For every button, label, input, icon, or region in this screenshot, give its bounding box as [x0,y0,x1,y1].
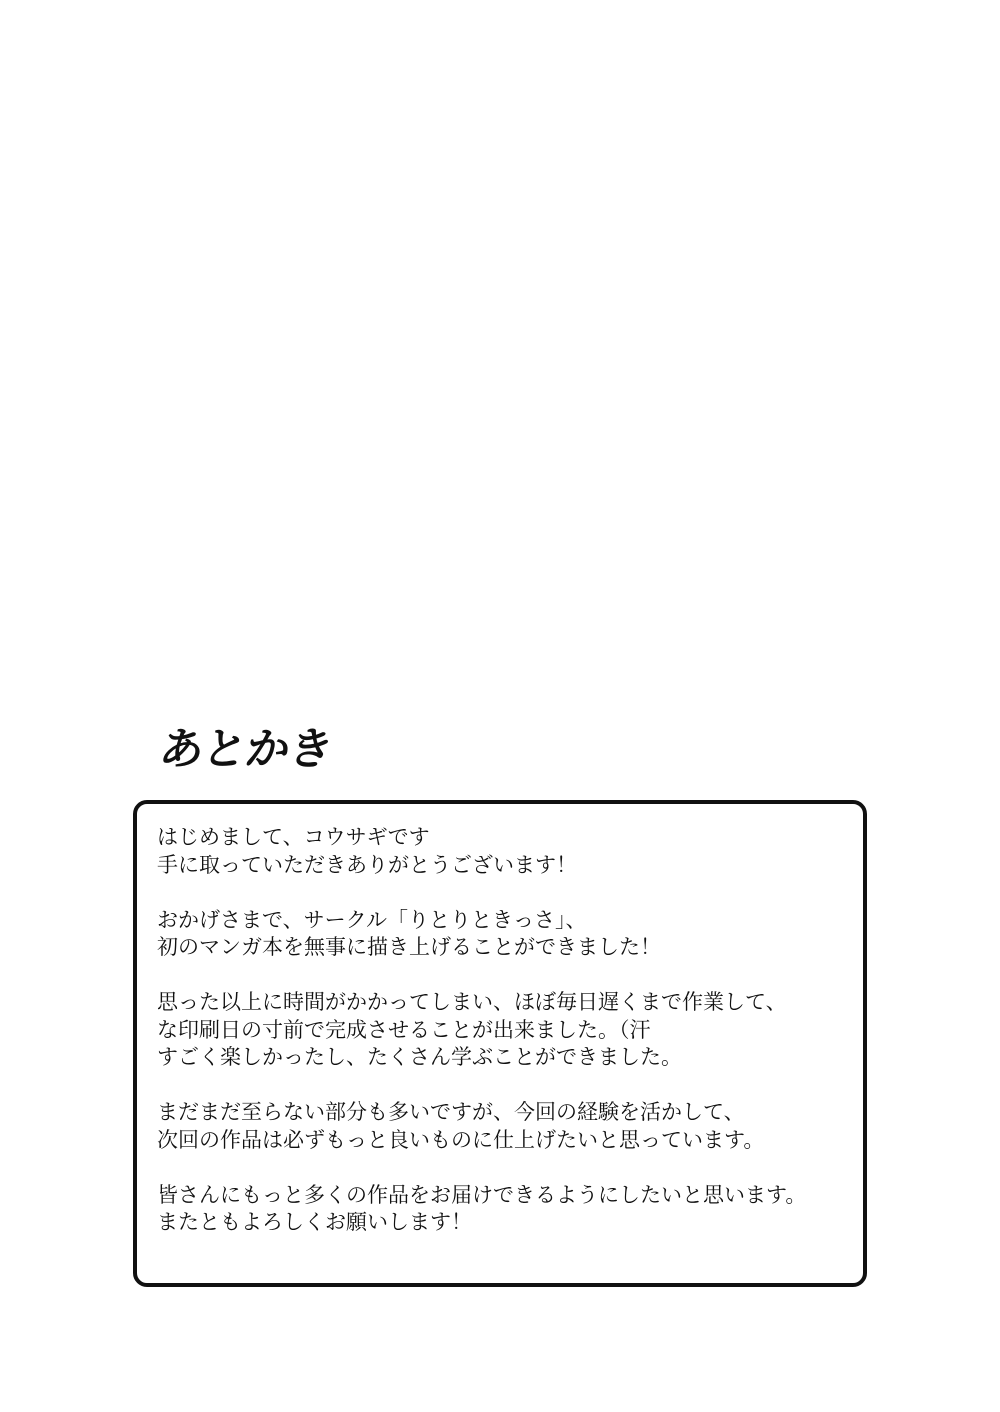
text-line: おかげさまで、サークル「りとりときっさ」、 [157,907,587,932]
text-line: 皆さんにもっと多くの作品をお届けできるようにしたいと思います。 [157,1182,807,1207]
text-line: またともよろしくお願いします！ [157,1210,472,1234]
text-line: はじめまして、コウサギです [157,825,430,849]
paragraph-completion [157,907,857,962]
paragraph-greeting [157,824,857,879]
text-line: な印刷日の寸前で完成させることが出来ました。（汗 [157,1017,651,1042]
paragraph-process [157,989,857,1072]
afterword-box [133,800,867,1287]
text-line: 次回の作品は必ずもっと良いものに仕上げたいと思っています。 [157,1127,765,1152]
text-line: 手に取っていただきありがとうございます！ [157,852,577,877]
afterword-text [157,824,857,1237]
text-line: 初のマンガ本を無事に描き上げることができました！ [157,935,661,959]
paragraph-future [157,1099,857,1154]
text-line: まだまだ至らない部分も多いですが、今回の経験を活かして、 [157,1100,745,1124]
text-line: すごく楽しかったし、たくさん学ぶことができました。 [157,1045,682,1069]
text-line: 思った以上に時間がかかってしまい、ほぼ毎日遅くまで作業して、 [157,990,787,1014]
page-title: あとかき [155,724,337,775]
paragraph-closing [157,1182,857,1237]
